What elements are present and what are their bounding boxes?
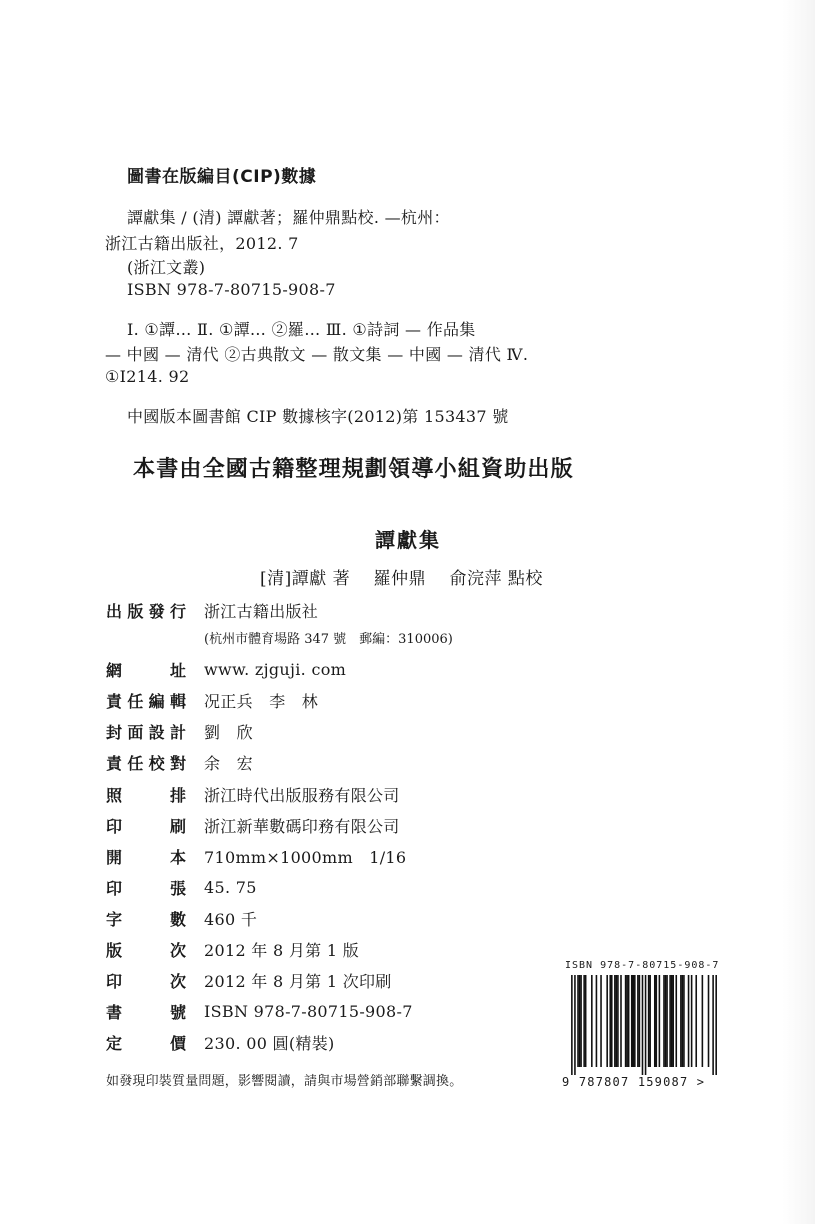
info-label bbox=[106, 876, 186, 899]
cip-line-record-number: 中國版本圖書館 CIP 數據核字(2012)第 153437 號 bbox=[127, 407, 509, 426]
info-value: 460 千 bbox=[204, 909, 258, 929]
info-label-char: 任 bbox=[127, 753, 144, 773]
barcode-bar bbox=[642, 975, 644, 1075]
info-label-char: 張 bbox=[169, 878, 186, 898]
info-value: 浙江新華數碼印務有限公司 bbox=[204, 816, 400, 836]
barcode-bar bbox=[715, 975, 717, 1075]
book-title: 譚獻集 bbox=[375, 528, 441, 552]
barcode-bar bbox=[680, 975, 682, 1067]
info-label bbox=[106, 814, 186, 837]
barcode-bar bbox=[585, 975, 587, 1067]
barcode-bar bbox=[609, 975, 611, 1067]
barcode-bar bbox=[628, 975, 630, 1067]
barcode-bar bbox=[580, 975, 582, 1067]
info-row bbox=[106, 686, 318, 714]
cip-line-title: 譚獻集 / (清) 譚獻著；羅仲鼎點校. —杭州： bbox=[127, 208, 450, 227]
barcode-bar bbox=[577, 975, 579, 1067]
barcode-bar bbox=[656, 975, 658, 1067]
barcode-bar bbox=[654, 975, 656, 1067]
info-label-char: 行 bbox=[169, 601, 186, 621]
info-value: 2012 年 8 月第 1 版 bbox=[204, 940, 360, 960]
barcode-bar bbox=[625, 975, 627, 1067]
barcode-bar bbox=[579, 975, 581, 1067]
barcode-bar bbox=[691, 975, 693, 1067]
info-value: 余 宏 bbox=[204, 753, 253, 773]
barcode-bar bbox=[663, 975, 665, 1067]
cip-line-publisher: 浙江古籍出版社，2012. 7 bbox=[105, 234, 299, 253]
barcode-bar bbox=[632, 975, 634, 1067]
info-row bbox=[106, 904, 257, 932]
info-label-char: 印 bbox=[106, 878, 123, 898]
info-label-char: 數 bbox=[169, 909, 186, 929]
info-label-char: 責 bbox=[106, 753, 123, 773]
info-label-char: 計 bbox=[169, 722, 186, 742]
info-label-char: 書 bbox=[106, 1002, 123, 1022]
info-value: 劉 欣 bbox=[204, 722, 253, 742]
info-value: 45. 75 bbox=[204, 877, 257, 897]
barcode-bar bbox=[708, 975, 710, 1067]
info-label-char: 版 bbox=[127, 601, 144, 621]
info-label-char: 輯 bbox=[169, 691, 186, 711]
info-value: 浙江古籍出版社 bbox=[204, 601, 319, 621]
info-label bbox=[106, 689, 186, 712]
info-label bbox=[106, 751, 186, 774]
info-label-char: 出 bbox=[106, 601, 123, 621]
info-label-char: 發 bbox=[148, 601, 165, 621]
barcode-digits: 9 787807 159087 > bbox=[562, 1075, 706, 1089]
barcode-bar bbox=[574, 975, 576, 1075]
barcode-bar bbox=[671, 975, 673, 1067]
cip-line-class-3: ①I214. 92 bbox=[105, 367, 190, 386]
barcode-bar bbox=[634, 975, 636, 1067]
info-label-char: 任 bbox=[127, 691, 144, 711]
barcode-bar bbox=[672, 975, 674, 1067]
barcode-bar bbox=[648, 975, 650, 1067]
barcode-bar bbox=[631, 975, 633, 1067]
barcode-bar bbox=[620, 975, 622, 1067]
info-label bbox=[106, 845, 186, 868]
barcode-bar bbox=[695, 975, 697, 1067]
info-label-char: 本 bbox=[169, 847, 186, 867]
barcode-bar bbox=[649, 975, 651, 1067]
info-row bbox=[106, 596, 318, 624]
publisher-address: (杭州市體育場路 347 號 郵編：310006) bbox=[204, 632, 453, 647]
info-label-char: 次 bbox=[169, 940, 186, 960]
barcode-bar bbox=[614, 975, 616, 1067]
barcode-bar bbox=[611, 975, 613, 1067]
info-value: 况正兵 李 林 bbox=[204, 691, 319, 711]
info-label-char: 對 bbox=[169, 753, 186, 773]
barcode-bar bbox=[596, 975, 598, 1067]
info-value: 2012 年 8 月第 1 次印刷 bbox=[204, 971, 392, 991]
info-row bbox=[106, 842, 406, 870]
info-label bbox=[106, 1031, 186, 1054]
info-label-char: 字 bbox=[106, 909, 123, 929]
info-label-char: 開 bbox=[106, 847, 123, 867]
barcode-bar bbox=[600, 975, 602, 1067]
barcode-bar bbox=[639, 975, 641, 1067]
info-row bbox=[106, 935, 359, 963]
barcode-bar bbox=[626, 975, 628, 1067]
cip-line-isbn: ISBN 978-7-80715-908-7 bbox=[127, 280, 336, 299]
info-label-char: 版 bbox=[106, 940, 123, 960]
cip-heading: 圖書在版編目(CIP)數據 bbox=[127, 167, 317, 187]
barcode-bar bbox=[591, 975, 593, 1067]
info-label-char: 印 bbox=[106, 816, 123, 836]
barcode-bar bbox=[665, 975, 667, 1067]
info-label bbox=[106, 969, 186, 992]
barcode-bar bbox=[571, 975, 573, 1075]
barcode-bar bbox=[637, 975, 639, 1067]
barcode-bar bbox=[606, 975, 608, 1067]
barcode-bar bbox=[659, 975, 661, 1067]
info-label-char: 編 bbox=[148, 691, 165, 711]
cip-line-class-2: — 中國 — 清代 ②古典散文 — 散文集 — 中國 — 清代 Ⅳ. bbox=[105, 345, 529, 364]
cip-line-class-1: Ⅰ. ①譚… Ⅱ. ①譚… ②羅… Ⅲ. ①詩詞 — 作品集 bbox=[127, 320, 476, 339]
barcode-isbn-text: ISBN 978-7-80715-908-7 bbox=[565, 960, 720, 971]
barcode-bar bbox=[702, 975, 704, 1067]
info-label-char: 校 bbox=[148, 753, 165, 773]
barcode-bar bbox=[683, 975, 685, 1067]
isbn-barcode bbox=[568, 975, 720, 1075]
info-value: www. zjguji. com bbox=[204, 659, 347, 679]
info-value: ISBN 978-7-80715-908-7 bbox=[204, 1001, 413, 1021]
info-row bbox=[106, 873, 257, 901]
info-row bbox=[106, 780, 400, 808]
info-label-char: 設 bbox=[148, 722, 165, 742]
info-label bbox=[106, 599, 186, 622]
info-label-char: 址 bbox=[169, 660, 186, 680]
info-row bbox=[106, 655, 346, 683]
info-label bbox=[106, 1000, 186, 1023]
info-label-char: 網 bbox=[106, 660, 123, 680]
barcode-bar bbox=[666, 975, 668, 1067]
barcode-bar bbox=[617, 975, 619, 1067]
info-label-char: 面 bbox=[127, 722, 144, 742]
barcode-bar bbox=[669, 975, 671, 1067]
cip-line-series: (浙江文叢) bbox=[127, 258, 206, 277]
barcode-bar bbox=[712, 975, 714, 1075]
info-value: 230. 00 圓(精裝) bbox=[204, 1033, 335, 1053]
info-row bbox=[106, 811, 400, 839]
info-row bbox=[106, 1028, 335, 1056]
info-label bbox=[106, 907, 186, 930]
info-label-char: 照 bbox=[106, 785, 123, 805]
info-label-char: 責 bbox=[106, 691, 123, 711]
info-label-char: 排 bbox=[169, 785, 186, 805]
book-authors: [清]譚獻 著 羅仲鼎 俞浣萍 點校 bbox=[260, 569, 543, 589]
info-row bbox=[106, 966, 392, 994]
barcode-bar bbox=[675, 975, 677, 1067]
barcode-bar bbox=[688, 975, 690, 1067]
info-label bbox=[106, 938, 186, 961]
info-label-char: 號 bbox=[169, 1002, 186, 1022]
info-label bbox=[106, 658, 186, 681]
info-label-char: 印 bbox=[106, 971, 123, 991]
info-row bbox=[106, 997, 413, 1025]
info-label-char: 定 bbox=[106, 1033, 123, 1053]
info-label-char: 封 bbox=[106, 722, 123, 742]
barcode-bar bbox=[616, 975, 618, 1067]
info-value: 浙江時代出版服務有限公司 bbox=[204, 785, 400, 805]
info-label bbox=[106, 783, 186, 806]
barcode-bar bbox=[583, 975, 585, 1067]
sponsor-statement: 本書由全國古籍整理規劃領導小組資助出版 bbox=[133, 457, 574, 482]
info-label bbox=[106, 720, 186, 743]
info-label-char: 次 bbox=[169, 971, 186, 991]
info-value: 710mm×1000mm 1/16 bbox=[204, 847, 407, 867]
info-label-char: 價 bbox=[169, 1033, 186, 1053]
info-label-char: 刷 bbox=[169, 816, 186, 836]
info-row bbox=[106, 748, 253, 776]
barcode-bar bbox=[645, 975, 647, 1075]
barcode-bar bbox=[682, 975, 684, 1067]
quality-notice: 如發現印裝質量問題，影響閱讀，請與市場營銷部聯繫調換。 bbox=[106, 1074, 463, 1089]
info-row bbox=[106, 717, 253, 745]
